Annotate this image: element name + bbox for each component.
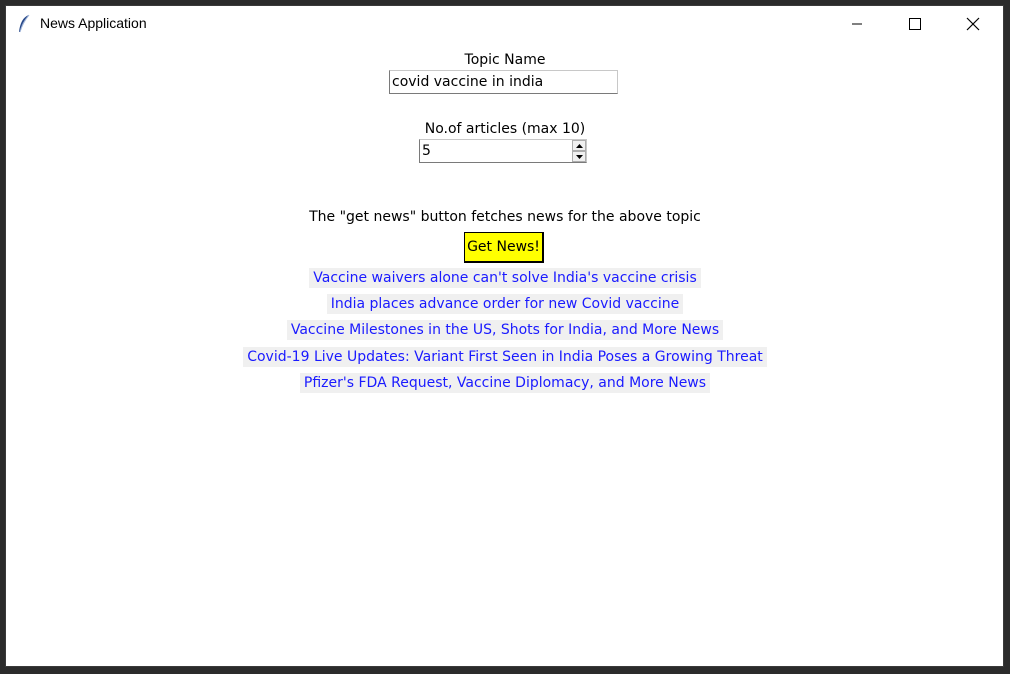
close-icon xyxy=(966,17,980,31)
spin-arrows xyxy=(572,140,586,162)
list-item xyxy=(6,370,1004,396)
news-link[interactable]: Vaccine waivers alone can't solve India's vaccine crisis xyxy=(309,268,700,288)
article-count-label: No.of articles (max 10) xyxy=(424,121,586,137)
minimize-button[interactable] xyxy=(828,6,886,42)
news-link[interactable]: Pfizer's FDA Request, Vaccine Diplomacy, and More News xyxy=(300,373,710,393)
arrow-down-icon xyxy=(576,155,583,159)
close-button[interactable] xyxy=(944,6,1002,42)
maximize-icon xyxy=(909,18,921,30)
maximize-button[interactable] xyxy=(886,6,944,42)
arrow-up-icon xyxy=(576,144,583,148)
list-item xyxy=(6,291,1004,317)
main-content xyxy=(6,42,1003,668)
window-title: News Application xyxy=(40,15,147,31)
news-link[interactable]: Vaccine Milestones in the US, Shots for India, and More News xyxy=(287,320,723,340)
news-list xyxy=(6,265,1004,396)
spin-up-button[interactable] xyxy=(572,140,586,151)
topic-input[interactable] xyxy=(389,70,618,94)
article-count-spinbox[interactable] xyxy=(419,139,587,163)
article-count-input[interactable] xyxy=(420,140,574,162)
spin-down-button[interactable] xyxy=(572,151,586,162)
news-link[interactable]: India places advance order for new Covid vaccine xyxy=(327,294,684,314)
get-news-button[interactable]: Get News! xyxy=(464,232,544,263)
topic-label: Topic Name xyxy=(464,52,546,68)
app-window xyxy=(5,5,1004,667)
news-link[interactable]: Covid-19 Live Updates: Variant First Seen in India Poses a Growing Threat xyxy=(243,347,767,367)
title-bar[interactable] xyxy=(6,6,1003,42)
list-item xyxy=(6,317,1004,343)
feather-icon xyxy=(17,14,31,34)
minimize-icon xyxy=(851,18,863,30)
list-item xyxy=(6,344,1004,370)
list-item xyxy=(6,265,1004,291)
info-text: The "get news" button fetches news for the above topic xyxy=(309,209,701,225)
